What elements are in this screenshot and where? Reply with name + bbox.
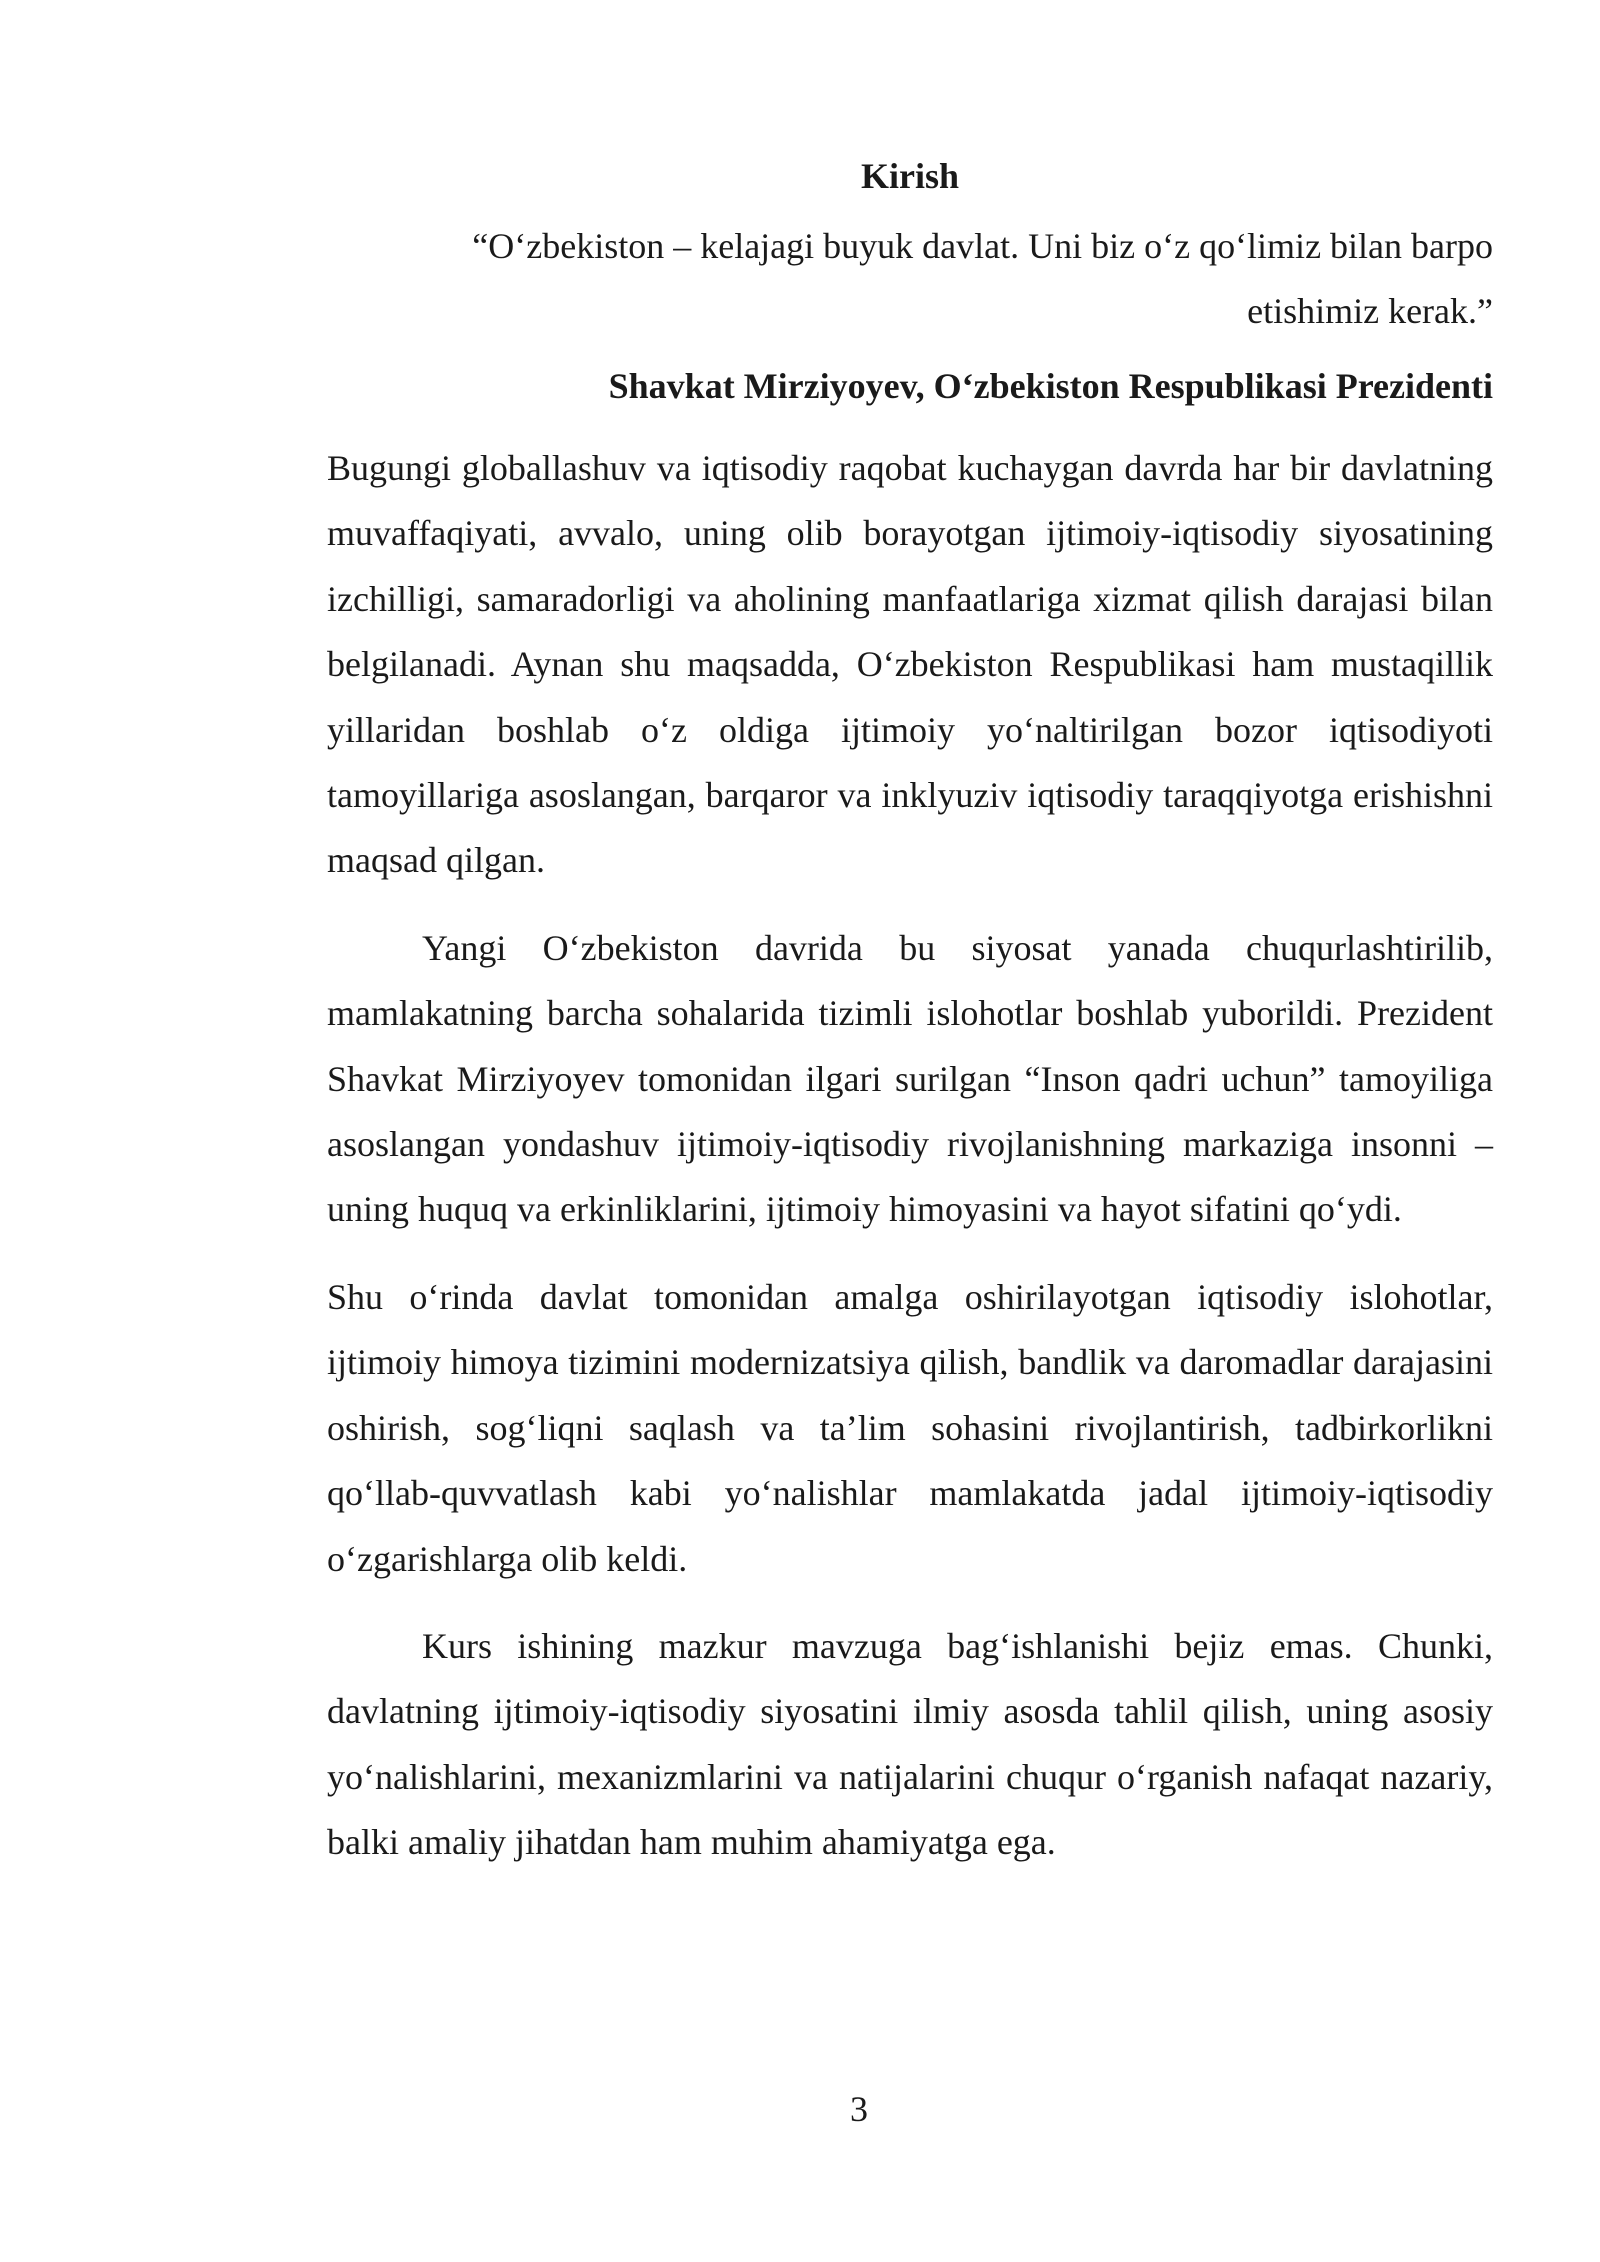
paragraph-2: Yangi O‘zbekiston davrida bu siyosat yanada chuqurlashtirilib, mamlakatning barcha sohalarida tizimli islohotlar boshlab yuborildi. Prezident Shavkat Mirziyoyev tomonidan ilgari surilgan “Inson qadri uchun” tamoyiliga asoslangan yondashuv ijtimoiy-iqtisodiy rivojlanishning markaziga insonni – uning huquq va erkinliklarini, ijtimoiy himoyasini va hayot sifatini qo‘ydi. [327, 927, 1493, 1230]
epigraph-quote: “O‘zbekiston – kelajagi buyuk davlat. Uni biz o‘z qo‘limiz bilan barpo etishimiz kerak.” [472, 226, 1493, 331]
page-number: 3 [850, 2089, 868, 2129]
epigraph-author: Shavkat Mirziyoyev, O‘zbekiston Respublikasi Prezidenti [608, 366, 1493, 406]
section-heading: Kirish [860, 156, 959, 196]
paragraph-4: Kurs ishining mazkur mavzuga bag‘ishlanishi bejiz emas. Chunki, davlatning ijtimoiy-iqtisodiy siyosatini ilmiy asosda tahlil qilish, uning asosiy yo‘nalishlarini, mexanizmlarini va natijalarini chuqur o‘rganish nafaqat nazariy, balki amaliy jihatdan ham muhim ahamiyatga ega. [327, 1625, 1493, 1863]
paragraph-1: Bugungi globallashuv va iqtisodiy raqobat kuchaygan davrda har bir davlatning muvaffaqiyati, avvalo, uning olib borayotgan ijtimoiy-iqtisodiy siyosatining izchilligi, samaradorligi va aholining manfaatlariga xizmat qilish darajasi bilan belgilanadi. Aynan shu maqsadda, O‘zbekiston Respublikasi ham mustaqillik yillaridan boshlab o‘z oldiga ijtimoiy yo‘naltirilgan bozor iqtisodiyoti tamoyillariga asoslangan, barqaror va inklyuziv iqtisodiy taraqqiyotga erishishni maqsad qilgan. [327, 448, 1493, 881]
paragraph-3: Shu o‘rinda davlat tomonidan amalga oshirilayotgan iqtisodiy islohotlar, ijtimoiy himoya tizimini modernizatsiya qilish, bandlik va daromadlar darajasini oshirish, sog‘liqni saqlash va ta’lim sohasini rivojlantirish, tadbirkorlikni qo‘llab-quvvatlash kabi yo‘nalishlar mamlakatda jadal ijtimoiy-iqtisodiy o‘zgarishlarga olib keldi. [327, 1276, 1493, 1579]
page-content [327, 148, 1493, 1898]
